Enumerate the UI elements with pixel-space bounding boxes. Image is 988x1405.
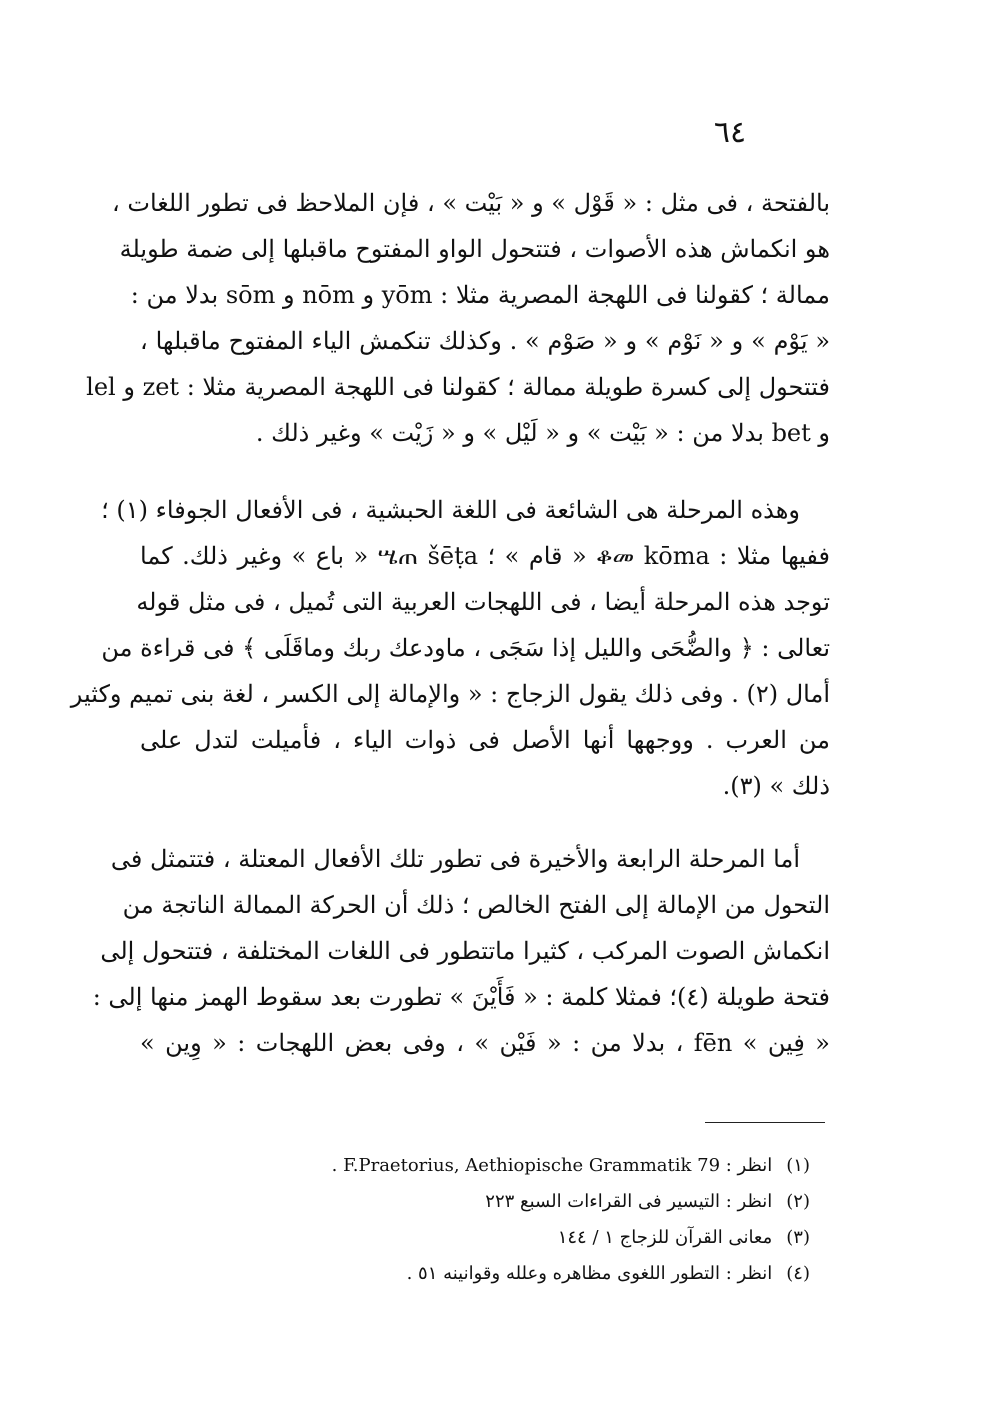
text-line: وهذه المرحلة هى الشائعة فى اللغة الحبشية ، فى الأفعال الجوفاء (١) ؛ <box>101 496 800 524</box>
paragraph-2 <box>70 487 831 809</box>
footnote-number: (١) <box>786 1155 810 1176</box>
text-line: توجد هذه المرحلة أيضا ، فى اللهجات العربية التى تُميل ، فى مثل قوله <box>136 588 830 616</box>
footnote-item <box>300 1184 810 1220</box>
footnote-number: (٣) <box>786 1227 810 1248</box>
footnote-divider <box>705 1122 825 1123</box>
page-number: ٦٤ <box>713 115 747 150</box>
text-line: من العرب . ووجهها أنها الأصل فى ذوات الياء ، فأميلت لتدل على <box>140 726 830 754</box>
text-line: هو انكماش هذه الأصوات ، فتتحول الواو المفتوح ماقبلها إلى ضمة طويلة <box>119 235 830 263</box>
text-line: « فِين » fēn ، بدلا من : « فَيْن » ، وفى بعض اللهجات : « وِين » <box>140 1029 830 1057</box>
text-line: فتتحول إلى كسرة طويلة ممالة ؛ كقولنا فى اللهجة المصرية مثلا : zet و lel <box>86 373 830 401</box>
footnote-item <box>300 1148 810 1184</box>
footnote-number: (٢) <box>786 1191 810 1212</box>
footnote-item <box>300 1220 810 1256</box>
paragraph-1 <box>86 180 830 456</box>
footnote-number: (٤) <box>786 1263 810 1284</box>
footnote-text: انظر : التطور اللغوى مظاهره وعلله وقوانينه ٥١ . <box>406 1263 773 1284</box>
text-line: التحول من الإمالة إلى الفتح الخالص ؛ ذلك أن الحركة الممالة الناتجة من <box>122 891 830 919</box>
text-line: ممالة ؛ كقولنا فى اللهجة المصرية مثلا : yōm و nōm و sōm بدلا من : <box>130 281 830 309</box>
text-line: ففيها مثلا : ቆመ kōma « قام » ؛ ሤጠ šēṭa « باع » وغير ذلك. كما <box>140 542 831 570</box>
footnote-item <box>300 1256 810 1292</box>
text-line: أما المرحلة الرابعة والأخيرة فى تطور تلك الأفعال المعتلة ، فتتمثل فى <box>110 845 800 873</box>
footnote-text: انظر : التيسير فى القراءات السبع ٢٢٣ <box>485 1191 773 1212</box>
footnotes <box>300 1148 810 1292</box>
text-line: و bet بدلا من : « بَيْت » و « لَيْل » و « زَيْت » وغير ذلك . <box>255 419 830 447</box>
text-line: تعالى : ﴿ والضُّحَى والليل إذا سَجَى ، ماودعك ربك وماقَلَى ﴾ فى قراءة من <box>101 634 830 662</box>
paragraph-3 <box>92 836 830 1066</box>
text-line: بالفتحة ، فى مثل : « قَوْل » و « بَيْت » ، فإن الملاحظ فى تطور اللغات ، <box>111 189 830 217</box>
text-line: « يَوْم » و « نَوْم » و « صَوْم » . وكذلك تنكمش الياء المفتوح ماقبلها ، <box>140 327 830 355</box>
text-line: أمال (٢) . وفى ذلك يقول الزجاج : « والإمالة إلى الكسر ، لغة بنى تميم وكثير <box>70 680 830 708</box>
text-line: فتحة طويلة (٤)؛ فمثلا كلمة : « فَأَيْنَ » تطورت بعد سقوط الهمز منها إلى : <box>92 983 830 1011</box>
footnote-text: انظر : F.Praetorius, Aethiopische Grammatik 79 . <box>331 1155 773 1176</box>
text-line: ذلك » (٣). <box>722 772 830 800</box>
text-line: انكماش الصوت المركب ، كثيرا ماتتطور فى اللغات المختلفة ، فتتحول إلى <box>100 937 830 965</box>
footnote-text: معانى القرآن للزجاج ١ / ١٤٤ <box>557 1227 773 1248</box>
